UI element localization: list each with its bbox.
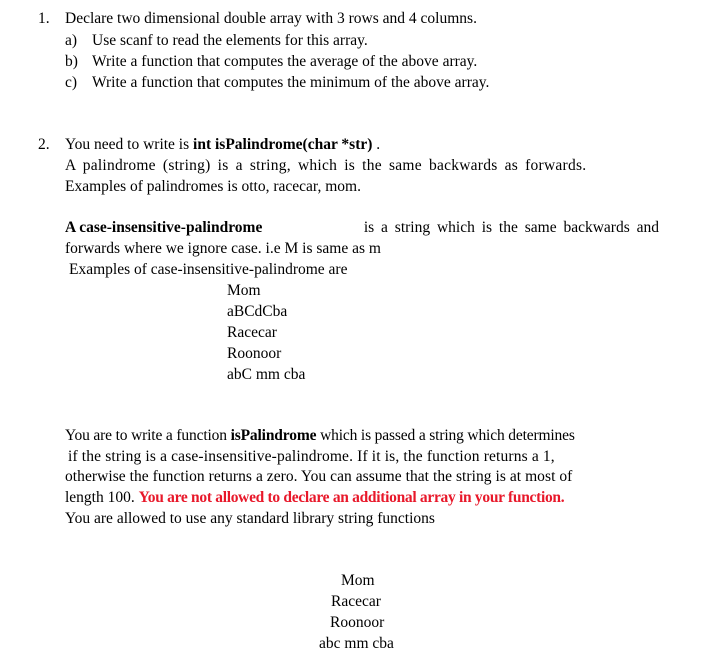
q2-def-line1 xyxy=(65,155,659,176)
q2-ci-example: aBCdCba xyxy=(227,303,288,320)
q2-ci-example: Mom xyxy=(227,282,261,299)
q2-task-line4 xyxy=(65,487,564,508)
q2-def-line2: Examples of palindromes is otto, racecar, mom. xyxy=(65,178,361,195)
q2-ci-examples-heading: Examples of case-insensitive-palindrome are xyxy=(69,261,348,278)
q2-task-line4-prefix: length 100. xyxy=(65,489,135,506)
q1-item-a-label: a) xyxy=(65,32,78,49)
q2-intro xyxy=(65,134,380,155)
q2-ci-example: Roonoor xyxy=(227,345,282,362)
q2-ci-line2: forwards where we ignore case. i.e M is same as m xyxy=(65,240,381,257)
q1-item-b-label: b) xyxy=(65,53,78,70)
q2-intro-suffix: . xyxy=(376,136,381,153)
q1-title: Declare two dimensional double array with 3 rows and 4 columns. xyxy=(65,10,477,27)
q1-number: 1. xyxy=(38,10,50,27)
q1-item-a-text: Use scanf to read the elements for this array. xyxy=(92,32,368,49)
q2-task-line1 xyxy=(65,425,575,446)
q2-task-fn: isPalindrome xyxy=(230,427,317,444)
q2-ci-example: Racecar xyxy=(227,324,277,341)
q2-signature: int isPalindrome(char *str) xyxy=(193,136,373,153)
q2-intro-prefix: You need to write is xyxy=(65,136,190,153)
q2-task-line1-suffix: which is passed a string which determines xyxy=(320,427,575,444)
q2-task-line5: You are allowed to use any standard library string functions xyxy=(65,510,435,527)
q2-task-line1-prefix: You are to write a function xyxy=(65,427,227,444)
q1-item-c-text: Write a function that computes the minimum of the above array. xyxy=(92,74,490,91)
q2-ci-line1-rest: is a string which is the same backwards and xyxy=(363,219,659,236)
q2-task-line3: otherwise the function returns a zero. You can assume that the string is at most of xyxy=(65,468,573,485)
q2-task-warning: You are not allowed to declare an additional array in your function. xyxy=(138,489,565,506)
q1-item-c-label: c) xyxy=(65,74,78,91)
q1-item-b-text: Write a function that computes the average of the above array. xyxy=(92,53,478,70)
q2-final-example: Mom xyxy=(341,572,375,589)
q2-ci-term: A case-insensitive-palindrome xyxy=(65,219,263,236)
q2-final-example: Racecar xyxy=(331,593,381,610)
q2-number: 2. xyxy=(38,136,50,153)
q2-final-example: Roonoor xyxy=(330,614,385,631)
q2-task-line2: if the string is a case-insensitive-palindrome. If it is, the function returns a 1, xyxy=(68,448,555,465)
q2-def-line1-text: A palindrome (string) is a string, which is the same backwards as forwards. xyxy=(65,157,587,174)
q2-ci-line1 xyxy=(65,217,659,238)
q2-final-example: abc mm cba xyxy=(319,635,394,652)
q2-ci-example: abC mm cba xyxy=(227,366,306,383)
